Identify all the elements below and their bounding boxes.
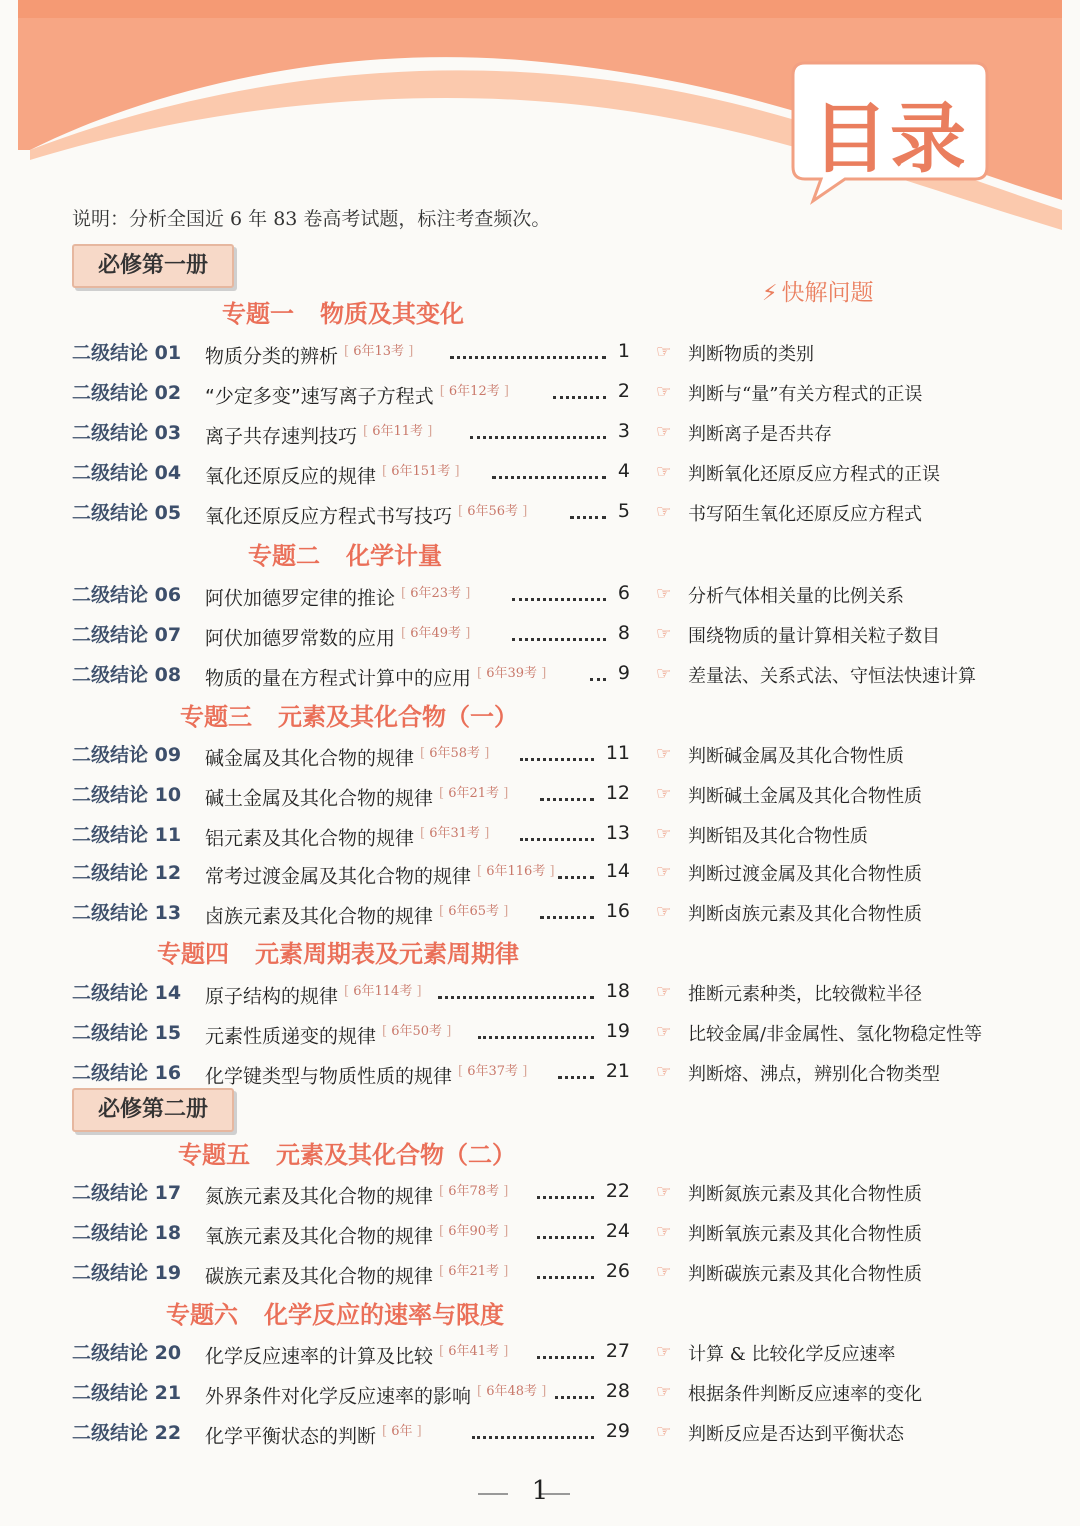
quick-solve-text: 判断熔、沸点，辨别化合物类型 <box>688 1064 940 1085</box>
entry-title <box>205 782 508 810</box>
entry-title-text: 碱金属及其化合物的规律 <box>205 747 415 770</box>
entry-title <box>205 1220 508 1248</box>
entry-title <box>205 420 432 448</box>
entry-title <box>205 380 509 408</box>
quick-solve-text: 判断氧化还原反应方程式的正误 <box>688 464 940 485</box>
entry-code: 二级结论 05 <box>72 502 182 524</box>
topic-heading <box>157 934 519 969</box>
entry-page-number: 29 <box>605 1420 630 1442</box>
toc-entry[interactable] <box>0 418 1080 452</box>
topic-name: 元素及其化合物（二） <box>276 1141 516 1169</box>
entry-page-number: 14 <box>605 860 630 882</box>
pointing-hand-icon: ☞ <box>656 1062 672 1082</box>
entry-code: 二级结论 16 <box>72 1062 182 1084</box>
frequency-badge: [ $^{6年41考}$ ] <box>439 1344 508 1359</box>
entry-code: 二级结论 02 <box>72 382 182 404</box>
toc-entry[interactable] <box>0 1058 1080 1092</box>
entry-title-text: 外界条件对化学反应速率的影响 <box>205 1385 472 1408</box>
quick-solve-text: 判断反应是否达到平衡状态 <box>688 1424 904 1445</box>
entry-title-text: 氧族元素及其化合物的规律 <box>205 1225 434 1248</box>
quick-solve-text: 判断氧族元素及其化合物性质 <box>688 1224 922 1245</box>
dot-leader <box>520 748 594 761</box>
entry-page-number: 27 <box>605 1340 630 1362</box>
frequency-badge: [ $^{6年11考}$ ] <box>363 424 432 439</box>
dot-leader <box>472 1426 594 1439</box>
entry-code: 二级结论 10 <box>72 784 182 806</box>
topic-heading <box>222 294 464 329</box>
frequency-badge: [ $^{6年21考}$ ] <box>439 1264 508 1279</box>
entry-page-number: 4 <box>617 460 630 482</box>
toc-entry[interactable] <box>0 780 1080 814</box>
topic-number: 专题五 <box>178 1141 250 1169</box>
dot-leader <box>537 1346 594 1359</box>
frequency-badge: [ $^{6年78考}$ ] <box>439 1184 508 1199</box>
entry-code: 二级结论 20 <box>72 1342 182 1364</box>
toc-entry[interactable] <box>0 820 1080 854</box>
entry-title <box>205 500 527 528</box>
entry-code: 二级结论 06 <box>72 584 182 606</box>
book-tag-1: 必修第一册 <box>72 244 234 288</box>
entry-page-number: 6 <box>617 582 630 604</box>
frequency-badge: [ $^{6年58考}$ ] <box>420 746 489 761</box>
entry-page-number: 26 <box>605 1260 630 1282</box>
entry-title-text: 阿伏加德罗常数的应用 <box>205 627 396 650</box>
quick-solve-text: 根据条件判断反应速率的变化 <box>688 1384 922 1405</box>
frequency-badge: [ $^{6年151考}$ ] <box>382 464 460 479</box>
pointing-hand-icon: ☞ <box>656 1342 672 1362</box>
entry-title-text: 化学反应速率的计算及比较 <box>205 1345 434 1368</box>
pointing-hand-icon: ☞ <box>656 584 672 604</box>
entry-page-number: 8 <box>617 622 630 644</box>
entry-title <box>205 582 470 610</box>
dot-leader <box>590 668 606 681</box>
entry-code: 二级结论 01 <box>72 342 182 364</box>
topic-name: 化学反应的速率与限度 <box>264 1301 504 1329</box>
page-title: 目录 <box>812 94 968 183</box>
entry-title <box>205 900 508 928</box>
entry-title <box>205 1260 508 1288</box>
toc-entry[interactable] <box>0 858 1080 892</box>
pointing-hand-icon: ☞ <box>656 1422 672 1442</box>
toc-entry[interactable] <box>0 1178 1080 1212</box>
topic-name: 元素及其化合物（一） <box>278 703 518 731</box>
entry-code: 二级结论 04 <box>72 462 182 484</box>
entry-code: 二级结论 19 <box>72 1262 182 1284</box>
quick-solve-text: 判断卤族元素及其化合物性质 <box>688 904 922 925</box>
entry-page-number: 21 <box>605 1060 630 1082</box>
entry-title-text: 氮族元素及其化合物的规律 <box>205 1185 434 1208</box>
quick-solve-text: 推断元素种类，比较微粒半径 <box>688 984 922 1005</box>
entry-page-number: 22 <box>605 1180 630 1202</box>
entry-code: 二级结论 14 <box>72 982 182 1004</box>
lightning-icon: ⚡ <box>762 281 778 306</box>
dot-leader <box>470 426 606 439</box>
quick-solve-text: 判断碱金属及其化合物性质 <box>688 746 904 767</box>
entry-code: 二级结论 03 <box>72 422 182 444</box>
topic-name: 化学计量 <box>346 542 442 570</box>
frequency-badge: [ $^{6年37考}$ ] <box>458 1064 527 1079</box>
pointing-hand-icon: ☞ <box>656 862 672 882</box>
entry-code: 二级结论 13 <box>72 902 182 924</box>
pointing-hand-icon: ☞ <box>656 824 672 844</box>
entry-title <box>205 662 546 690</box>
dot-leader <box>555 1386 594 1399</box>
entry-title-text: 碱土金属及其化合物的规律 <box>205 787 434 810</box>
entry-page-number: 2 <box>617 380 630 402</box>
pointing-hand-icon: ☞ <box>656 1382 672 1402</box>
entry-title-text: 化学键类型与物质性质的规律 <box>205 1065 453 1088</box>
entry-code: 二级结论 11 <box>72 824 182 846</box>
entry-title-text: 卤族元素及其化合物的规律 <box>205 905 434 928</box>
entry-title <box>205 1180 508 1208</box>
frequency-badge: [ $^{6年65考}$ ] <box>439 904 508 919</box>
toc-entry[interactable] <box>0 378 1080 412</box>
entry-page-number: 12 <box>605 782 630 804</box>
topic-number: 专题三 <box>180 703 252 731</box>
entry-page-number: 3 <box>617 420 630 442</box>
entry-page-number: 5 <box>617 500 630 522</box>
entry-title-text: 氧化还原反应方程式书写技巧 <box>205 505 453 528</box>
entry-title <box>205 340 413 368</box>
entry-page-number: 18 <box>605 980 630 1002</box>
entry-page-number: 9 <box>617 662 630 684</box>
entry-title-text: “少定多变”速写离子方程式 <box>205 385 434 408</box>
entry-title-text: 原子结构的规律 <box>205 985 339 1008</box>
dot-leader <box>558 866 594 879</box>
pointing-hand-icon: ☞ <box>656 1262 672 1282</box>
dot-leader <box>520 828 594 841</box>
quick-solve-text: 书写陌生氧化还原反应方程式 <box>688 504 922 525</box>
quick-solve-text: 判断离子是否共存 <box>688 424 832 445</box>
dot-leader <box>553 386 606 399</box>
entry-page-number: 11 <box>605 742 630 764</box>
frequency-badge: [ $^{6年116考}$ ] <box>477 864 555 879</box>
pointing-hand-icon: ☞ <box>656 1182 672 1202</box>
dot-leader <box>478 1026 594 1039</box>
quick-solve-text: 判断过渡金属及其化合物性质 <box>688 864 922 885</box>
frequency-badge: [ $^{6年12考}$ ] <box>440 384 509 399</box>
entry-code: 二级结论 08 <box>72 664 182 686</box>
entry-title-text: 常考过渡金属及其化合物的规律 <box>205 865 472 888</box>
pointing-hand-icon: ☞ <box>656 1222 672 1242</box>
pointing-hand-icon: ☞ <box>656 502 672 522</box>
toc-entry[interactable] <box>0 338 1080 372</box>
pointing-hand-icon: ☞ <box>656 462 672 482</box>
topic-number: 专题二 <box>248 542 320 570</box>
topic-heading <box>248 536 442 571</box>
entry-title <box>205 622 470 650</box>
dot-leader <box>540 906 594 919</box>
pointing-hand-icon: ☞ <box>656 624 672 644</box>
toc-entry[interactable] <box>0 1258 1080 1292</box>
topic-name: 物质及其变化 <box>320 300 464 328</box>
pointing-hand-icon: ☞ <box>656 664 672 684</box>
frequency-badge: [ $^{6年50考}$ ] <box>382 1024 451 1039</box>
entry-title <box>205 460 460 488</box>
entry-title <box>205 1340 508 1368</box>
dot-leader <box>512 588 606 601</box>
entry-title <box>205 980 422 1008</box>
entry-title-text: 物质的量在方程式计算中的应用 <box>205 667 472 690</box>
topic-number: 专题一 <box>222 300 294 328</box>
entry-code: 二级结论 21 <box>72 1382 182 1404</box>
entry-title-text: 物质分类的辨析 <box>205 345 339 368</box>
toc-entry[interactable] <box>0 458 1080 492</box>
frequency-badge: [ $^{6年39考}$ ] <box>477 666 546 681</box>
entry-title <box>205 1020 451 1048</box>
pointing-hand-icon: ☞ <box>656 784 672 804</box>
page-number: 1 <box>531 1476 549 1506</box>
pointing-hand-icon: ☞ <box>656 342 672 362</box>
entry-page-number: 13 <box>605 822 630 844</box>
frequency-badge: [ $^{6年90考}$ ] <box>439 1224 508 1239</box>
quick-solve-text: 差量法、关系式法、守恒法快速计算 <box>688 666 976 687</box>
entry-title <box>205 860 555 888</box>
pointing-hand-icon: ☞ <box>656 422 672 442</box>
toc-entry[interactable] <box>0 498 1080 532</box>
quick-solve-text: 判断碳族元素及其化合物性质 <box>688 1264 922 1285</box>
entry-title-text: 铝元素及其化合物的规律 <box>205 827 415 850</box>
frequency-badge: [ $^{6年}$ ] <box>382 1424 422 1439</box>
toc-entry[interactable] <box>0 1378 1080 1412</box>
dot-leader <box>537 1226 594 1239</box>
quick-heading-text: 快解问题 <box>781 280 874 306</box>
quick-solve-text: 围绕物质的量计算相关粒子数目 <box>688 626 940 647</box>
entry-title-text: 阿伏加德罗定律的推论 <box>205 587 396 610</box>
toc-entry[interactable] <box>0 740 1080 774</box>
dot-leader <box>450 346 606 359</box>
toc-entry[interactable] <box>0 620 1080 654</box>
entry-title-text: 碳族元素及其化合物的规律 <box>205 1265 434 1288</box>
toc-entry[interactable] <box>0 1418 1080 1452</box>
entry-code: 二级结论 17 <box>72 1182 182 1204</box>
quick-solve-text: 判断碱土金属及其化合物性质 <box>688 786 922 807</box>
dot-leader <box>537 1186 594 1199</box>
entry-code: 二级结论 12 <box>72 862 182 884</box>
entry-title-text: 元素性质递变的规律 <box>205 1025 377 1048</box>
toc-entry[interactable] <box>0 580 1080 614</box>
entry-title-text: 离子共存速判技巧 <box>205 425 358 448</box>
frequency-badge: [ $^{6年114考}$ ] <box>344 984 422 999</box>
entry-code: 二级结论 09 <box>72 744 182 766</box>
frequency-badge: [ $^{6年48考}$ ] <box>477 1384 546 1399</box>
dot-leader <box>570 506 606 519</box>
toc-entry[interactable] <box>0 660 1080 694</box>
topic-name: 元素周期表及元素周期律 <box>255 940 519 968</box>
topic-number: 专题四 <box>157 940 229 968</box>
quick-solve-text: 分析气体相关量的比例关系 <box>688 586 904 607</box>
quick-solve-text: 判断铝及其化合物性质 <box>688 826 868 847</box>
toc-entry[interactable] <box>0 1218 1080 1252</box>
toc-entry[interactable] <box>0 898 1080 932</box>
frequency-badge: [ $^{6年49考}$ ] <box>401 626 470 641</box>
quick-solve-text: 判断与“量”有关方程式的正误 <box>688 384 923 405</box>
entry-code: 二级结论 15 <box>72 1022 182 1044</box>
entry-page-number: 16 <box>605 900 630 922</box>
pointing-hand-icon: ☞ <box>656 982 672 1002</box>
dot-leader <box>438 986 594 999</box>
entry-title-text: 氧化还原反应的规律 <box>205 465 377 488</box>
dot-leader <box>492 466 606 479</box>
entry-code: 二级结论 22 <box>72 1422 182 1444</box>
topic-number: 专题六 <box>166 1301 238 1329</box>
frequency-badge: [ $^{6年21考}$ ] <box>439 786 508 801</box>
frequency-badge: [ $^{6年23考}$ ] <box>401 586 470 601</box>
toc-entry[interactable] <box>0 1018 1080 1052</box>
dot-leader <box>537 1266 594 1279</box>
entry-title <box>205 1380 546 1408</box>
frequency-badge: [ $^{6年56考}$ ] <box>458 504 527 519</box>
dot-leader <box>512 628 606 641</box>
entry-title <box>205 742 489 770</box>
quick-solve-text: 判断氮族元素及其化合物性质 <box>688 1184 922 1205</box>
entry-title <box>205 1060 527 1088</box>
topic-heading <box>180 697 518 732</box>
entry-page-number: 24 <box>605 1220 630 1242</box>
entry-page-number: 1 <box>617 340 630 362</box>
dot-leader <box>558 1066 594 1079</box>
entry-code: 二级结论 07 <box>72 624 182 646</box>
frequency-badge: [ $^{6年31考}$ ] <box>420 826 489 841</box>
entry-page-number: 19 <box>605 1020 630 1042</box>
entry-code: 二级结论 18 <box>72 1222 182 1244</box>
quick-solve-text: 判断物质的类别 <box>688 344 814 365</box>
book-tag-2: 必修第二册 <box>72 1088 234 1132</box>
entry-title-text: 化学平衡状态的判断 <box>205 1425 377 1448</box>
pointing-hand-icon: ☞ <box>656 902 672 922</box>
intro-note: 说明：分析全国近 6 年 83 卷高考试题，标注考查频次。 <box>72 208 551 230</box>
toc-entry[interactable] <box>0 978 1080 1012</box>
frequency-badge: [ $^{6年13考}$ ] <box>344 344 413 359</box>
entry-title <box>205 822 489 850</box>
quick-solve-text: 比较金属/非金属性、氢化物稳定性等 <box>688 1024 983 1045</box>
topic-heading <box>166 1295 504 1330</box>
entry-page-number: 28 <box>605 1380 630 1402</box>
toc-entry[interactable] <box>0 1338 1080 1372</box>
dot-leader <box>540 788 594 801</box>
quick-heading <box>762 274 873 307</box>
entry-title <box>205 1420 422 1448</box>
pointing-hand-icon: ☞ <box>656 382 672 402</box>
pointing-hand-icon: ☞ <box>656 744 672 764</box>
quick-solve-text: 计算 & 比较化学反应速率 <box>688 1344 896 1365</box>
topic-heading <box>178 1135 516 1170</box>
pointing-hand-icon: ☞ <box>656 1022 672 1042</box>
